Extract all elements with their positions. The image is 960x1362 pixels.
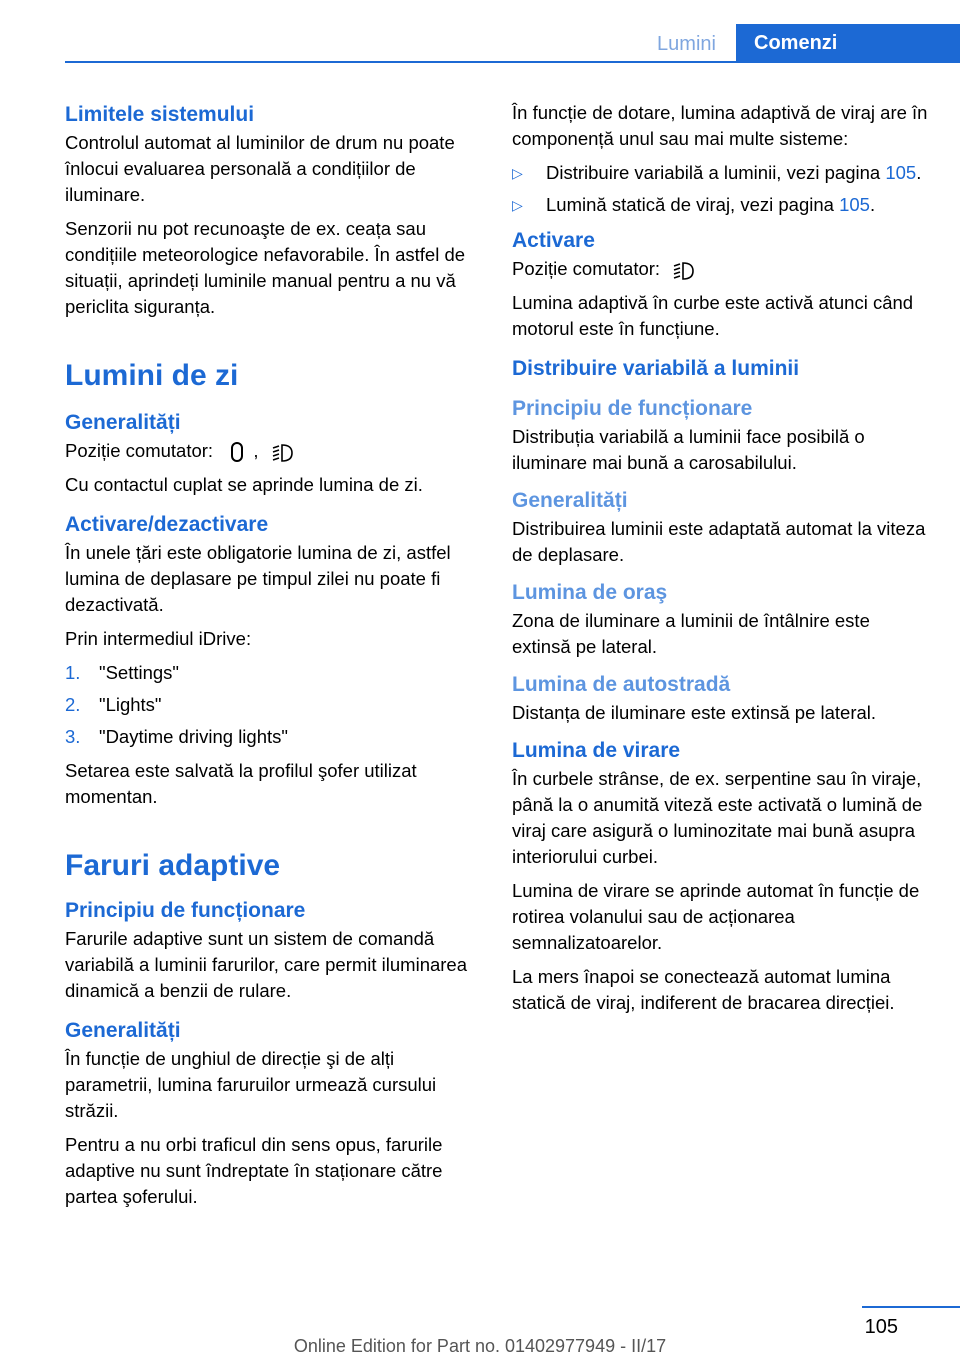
step-text: "Daytime driving lights" xyxy=(99,726,288,747)
subheading-lumina-virare: Lumina de virare xyxy=(512,739,681,762)
paragraph: Prin intermediul iDrive: xyxy=(65,628,252,649)
subheading-generalitati: Generalități xyxy=(65,411,181,434)
page-number: 105 xyxy=(864,1316,898,1338)
paragraph: Distribuția variabilă a luminii face posibilă o iluminare mai bună a carosabilului. xyxy=(512,426,865,473)
subheading-lumina-oras: Lumina de oraş xyxy=(512,581,668,604)
subheading-activare: Activare xyxy=(512,229,595,252)
footer-rule xyxy=(862,1306,960,1308)
list-item xyxy=(65,724,480,750)
subheading-principiu: Principiu de funcționare xyxy=(512,397,753,420)
subheading-distribuire: Distribuire variabilă a luminii xyxy=(512,357,800,380)
bullet-triangle-icon: ▷ xyxy=(512,165,523,181)
switch-label: Poziție comutator: xyxy=(512,258,661,279)
step-number: 2. xyxy=(65,694,81,715)
paragraph: Senzorii nu pot recunoaşte de ex. ceața sau condițiile meteorologice nefavorabile. În astfel de situații, aprindeți luminile manual pentru a nu vă periclita siguranța. xyxy=(65,218,466,317)
page-reference-link[interactable]: 105 xyxy=(839,194,870,215)
automatic-headlight-icon xyxy=(272,441,294,463)
list-item xyxy=(512,160,932,186)
header-tab-comenzi[interactable]: Comenzi xyxy=(736,24,960,63)
idrive-steps xyxy=(65,660,480,750)
systems-list xyxy=(512,160,932,218)
header-rule xyxy=(65,61,960,63)
left-column xyxy=(65,100,480,1218)
paragraph: Setarea este salvată la profilul şofer utilizat momentan. xyxy=(65,760,417,807)
paragraph: Controlul automat al luminilor de drum nu poate înlocui evaluarea personală a condițiilor de iluminare. xyxy=(65,132,455,205)
paragraph: Zona de iluminare a luminii de întâlnire este extinsă pe lateral. xyxy=(512,610,870,657)
paragraph: Lumina adaptivă în curbe este activă atunci când motorul este în funcțiune. xyxy=(512,292,914,339)
switch-separator: , xyxy=(253,440,259,461)
paragraph: La mers înapoi se conectează automat lumina statică de viraj, indiferent de bracarea direcției. xyxy=(512,966,895,1013)
subheading-principiu: Principiu de funcționare xyxy=(65,899,306,922)
edition-footer: Online Edition for Part no. 01402977949 - II/17 xyxy=(293,1336,667,1356)
step-text: "Settings" xyxy=(99,662,179,683)
paragraph: În unele țări este obligatorie lumina de zi, astfel lumina de deplasare pe timpul zilei nu poate fi dezactivată. xyxy=(65,542,451,615)
paragraph: Farurile adaptive sunt un sistem de comandă variabilă a luminii farurilor, care permit iluminarea dinamică a benzii de rulare. xyxy=(65,928,468,1001)
paragraph: În funcție de dotare, lumina adaptivă de viraj are în componență unul sau mai multe sisteme: xyxy=(512,102,928,149)
section-heading-limitele: Limitele sistemului xyxy=(65,103,255,126)
bullet-text: Distribuire variabilă a luminii, vezi pagina xyxy=(546,162,886,183)
section-title-faruri-adaptive: Faruri adaptive xyxy=(65,849,281,882)
subheading-activare-dezactivare: Activare/dezactivare xyxy=(65,513,269,536)
paragraph: În curbele strânse, de ex. serpentine sau în viraje, până la o anumită viteză este activată o lumină de viraj care asigură o luminozitate mai bună asupra interiorului curbei. xyxy=(512,768,923,867)
step-number: 1. xyxy=(65,662,81,683)
paragraph: Distribuirea luminii este adaptată automat la viteza de deplasare. xyxy=(512,518,926,565)
header-tab-lumini[interactable]: Lumini xyxy=(657,33,716,55)
automatic-headlight-icon xyxy=(673,259,695,281)
switch-position-zero-icon xyxy=(226,441,248,463)
subheading-generalitati: Generalități xyxy=(512,489,628,512)
list-item xyxy=(65,692,480,718)
paragraph: În funcție de unghiul de direcție şi de alți parametrii, lumina faruruilor urmează cursului străzii. xyxy=(65,1048,437,1121)
switch-label: Poziție comutator: xyxy=(65,440,214,461)
list-item xyxy=(65,660,480,686)
section-title-lumini-de-zi: Lumini de zi xyxy=(65,359,239,392)
bullet-end: . xyxy=(869,194,876,215)
step-number: 3. xyxy=(65,726,81,747)
step-text: "Lights" xyxy=(99,694,162,715)
right-column xyxy=(512,100,932,1024)
switch-position-line xyxy=(512,256,932,282)
bullet-text: Lumină statică de viraj, vezi pagina xyxy=(546,194,840,215)
paragraph: Distanța de iluminare este extinsă pe lateral. xyxy=(512,702,877,723)
bullet-triangle-icon: ▷ xyxy=(512,197,523,213)
subheading-generalitati-2: Generalități xyxy=(65,1019,181,1042)
paragraph: Lumina de virare se aprinde automat în funcție de rotirea volanului sau de acționarea semnalizatoarelor. xyxy=(512,880,920,953)
page-reference-link[interactable]: 105 xyxy=(885,162,917,183)
paragraph: Cu contactul cuplat se aprinde lumina de zi. xyxy=(65,474,423,495)
list-item xyxy=(512,192,932,218)
bullet-end: . xyxy=(916,162,922,183)
subheading-lumina-autostrada: Lumina de autostradă xyxy=(512,673,731,696)
paragraph: Pentru a nu orbi traficul din sens opus, farurile adaptive nu sunt îndreptate în staționare către partea şoferului. xyxy=(65,1134,443,1207)
switch-position-line xyxy=(65,438,480,464)
